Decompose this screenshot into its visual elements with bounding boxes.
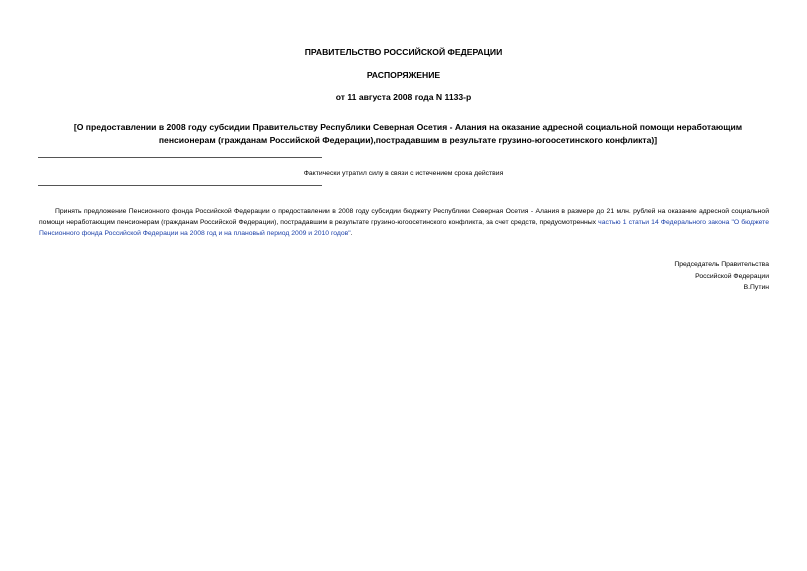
document-type-heading: РАСПОРЯЖЕНИЕ — [366, 70, 441, 80]
signature-name: В.Путин — [743, 284, 769, 291]
issuer-heading: ПРАВИТЕЛЬСТВО РОССИЙСКОЙ ФЕДЕРАЦИИ — [304, 47, 503, 57]
signature-position-line1: Председатель Правительства — [674, 261, 769, 268]
document-subject: [О предоставлении в 2008 году субсидии Правительству Республики Северная Осетия - Алания на оказание адресной социальной помощи неработающим пенсионерам (гражданам Российской Федерации),пострадавшим в результате грузино-югоосетинского конфликта)] — [73, 122, 743, 145]
law-link[interactable]: частью 1 статьи 14 Федерального закона "О бюджете Пенсионного фонда Российской Федерации на 2008 год и на плановый период 2009 и 2010 годов" — [39, 219, 769, 237]
signature-block — [674, 259, 769, 294]
date-number-heading: от 11 августа 2008 года N 1133-р — [335, 92, 472, 102]
status-note: Фактически утратил силу в связи с истечением срока действия — [303, 170, 504, 177]
divider-top — [38, 157, 322, 158]
signature-position-line2: Российской Федерации — [695, 272, 769, 280]
body-paragraph — [39, 206, 769, 239]
divider-bottom — [38, 185, 322, 186]
body-text-after: . — [350, 230, 353, 237]
body-text-before: Принять предложение Пенсионного фонда Российской Федерации о предоставлении в 2008 году субсидии бюджету Республики Северная Осетия - Алания в размере до 21 млн. рублей на оказание адресной социальной помощи неработающим пенсионерам (гражданам Российской Федерации), пострадавшим в результате грузино-югоосетинского конфликта, за счет средств, предусмотренных — [39, 208, 769, 226]
